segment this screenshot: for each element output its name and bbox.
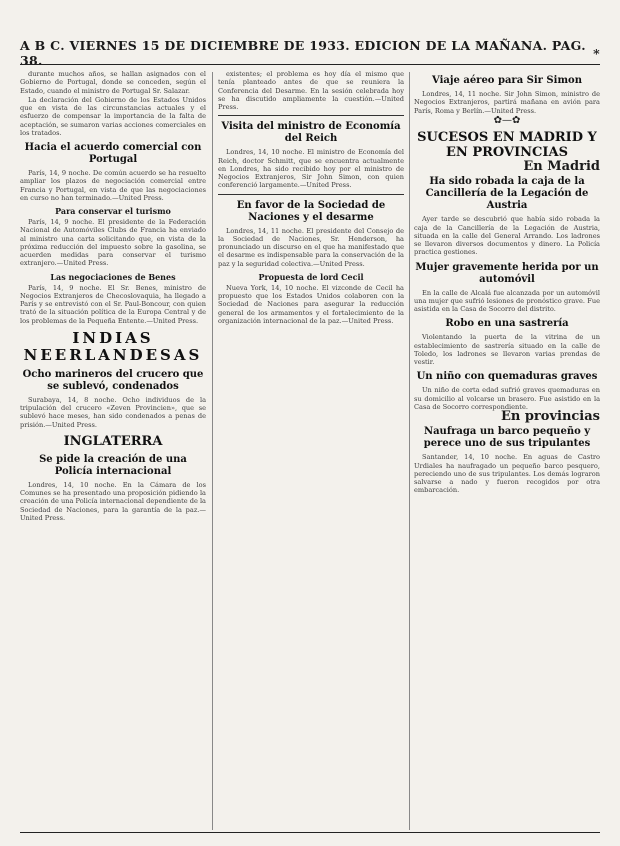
fleuron-ornament: ✿—✿ <box>493 114 521 126</box>
paragraph: París, 14, 9 noche. El Sr. Benes, ministro de Negocios Extranjeros de Checoslovaquia, ha llegado a París y se entrevistó con el Sr. Paul-Boncour, con quien trató de la situación política de la Europa Central y de los problemas de la Pequeña Entente.—United Press. <box>20 283 206 325</box>
paragraph: Surabaya, 14, 8 noche. Ocho individuos de la tripulación del crucero «Zeven Provincien», que se sublevó hace meses, han sido condenados a penas de prisión.—United Press. <box>20 395 206 429</box>
paragraph: durante muchos años, se hallan asignados con el Gobierno de Portugal, donde se conceden, según el Estado, cuando el ministro de Portugal Sr. Salazar. <box>20 70 206 95</box>
divider <box>218 115 404 116</box>
paragraph: París, 14, 9 noche. De común acuerdo se ha resuelto ampliar los plazos de negociación comercial entre Francia y Portugal, en vista de que las negociaciones en curso no han terminado.—United Press. <box>20 169 206 202</box>
headline: Naufraga un barco pequeño y perece uno de sus tripulantes <box>423 426 591 450</box>
headline: Para conservar el turismo <box>55 206 171 216</box>
paragraph: Un niño de corta edad sufrió graves quemaduras en su domicilio al volcarse un brasero. Fue asistido en la Casa de Socorro correspondiente. <box>414 386 600 411</box>
paragraph: La declaración del Gobierno de los Estados Unidos que en vista de las circunstancias actuales y el esfuerzo de compensar la importancia de la falta de aceptación, se sumaron varias acciones comerciales en los tratados. <box>20 95 206 137</box>
section-title: SUCESOS EN MADRID Y EN PROVINCIAS <box>417 130 597 160</box>
headline: En favor de la Sociedad de Naciones y el desarme <box>236 199 386 223</box>
headline: Robo en una sastrería <box>445 318 569 330</box>
page-header <box>20 38 600 68</box>
headline: Visita del ministro de Economía del Reich <box>221 121 401 145</box>
column-3 <box>414 70 600 496</box>
divider <box>218 194 404 195</box>
headline: Un niño con quemaduras graves <box>416 371 598 383</box>
headline: Ha sido robada la caja de la Cancillería de la Legación de Austria <box>425 176 589 212</box>
header-title: A B C. VIERNES 15 DE DICIEMBRE DE 1933. EDICION DE LA MAÑANA. PAG. 38. <box>20 38 586 68</box>
paragraph: Londres, 14, 10 noche. El ministro de Economía del Reich, doctor Schmitt, que se encuentra actualmente en Londres, ha sido recibido hoy por el ministro de Negocios Extranjeros, Sir John Simon, con quien conferenció largamente.—United Press. <box>218 148 404 190</box>
column-divider <box>409 72 410 830</box>
paragraph: En la calle de Alcalá fue alcanzada por un automóvil una mujer que sufrió lesiones de pronóstico grave. Fue asistida en la Casa de Socorro del distrito. <box>414 288 600 313</box>
paragraph: Santander, 14, 10 noche. En aguas de Castro Urdiales ha naufragado un pequeño barco pesquero, pereciendo uno de sus tripulantes. Los demás lograron salvarse a nado y fueron recogidos por otra embarcación. <box>414 453 600 495</box>
paragraph: Londres, 14, 10 noche. En la Cámara de los Comunes se ha presentado una proposición pidiendo la creación de una Policía internacional dependiente de la Sociedad de Naciones, para la garantía de la paz.—United Press. <box>20 480 206 522</box>
column-1 <box>20 70 206 523</box>
paragraph: París, 14, 9 noche. El presidente de la Federación Nacional de Automóviles Clubs de Francia ha enviado al ministro una carta solicitando que, en vista de la próxima reducción del impuesto sobre la gasolina, se acuerden medidas para conservar el turismo extranjero.—United Press. <box>20 218 206 268</box>
paragraph: Nueva York, 14, 10 noche. El vizconde de Cecil ha propuesto que los Estados Unidos colaboren con la Sociedad de Naciones para asegurar la reducción general de los armamentos y el fortalecimiento de la organización internacional de la paz.—United Press. <box>218 283 404 325</box>
paragraph: Ayer tarde se descubrió que había sido robada la caja de la Cancillería de la Legación de Austria, situada en la calle del General Arrando. Los ladrones se llevaron diversos documentos y dinero. La Policía practica gestiones. <box>414 215 600 257</box>
headline: Las negociaciones de Benes <box>50 271 176 282</box>
headline: Ocho marineros del crucero que se sublevó, condenados <box>22 368 204 392</box>
paragraph: Londres, 14, 11 noche. El presidente del Consejo de la Sociedad de Naciones, Sr. Henderson, ha pronunciado un discurso en el que ha manifestado que el desarme es indispensable para la conservación de la paz y la seguridad colectiva.—United Press. <box>218 226 404 268</box>
header-rule <box>20 64 600 65</box>
headline: Se pide la creación de una Policía internacional <box>39 453 187 477</box>
headline: Viaje aéreo para Sir Simon <box>432 75 582 86</box>
headline: Hacia el acuerdo comercial con Portugal <box>24 142 202 165</box>
subsection-title: En provincias <box>500 409 600 424</box>
column-2 <box>218 70 404 326</box>
paragraph: existentes; el problema es hoy día el mismo que tenía planteado antes de que se reuniera la Conferencia del Desarme. En la sesión celebrada hoy se ha discutido ampliamente la cuestión.—United Press. <box>218 70 404 111</box>
column-divider <box>212 72 213 830</box>
paragraph: Violentando la puerta de la vitrina de un establecimiento de sastrería situado en la calle de Toledo, los ladrones se llevaron varias prendas de vestir. <box>414 333 600 366</box>
section-title: INGLATERRA <box>63 433 163 449</box>
subsection-title: En Madrid <box>523 159 600 174</box>
headline: Mujer gravemente herida por un automóvil <box>415 261 599 285</box>
paragraph: Londres, 14, 11 noche. Sir John Simon, ministro de Negocios Extranjeros, partirá mañana en avión para París, Roma y Berlín.—United Press. <box>414 90 600 115</box>
headline: Propuesta de lord Cecil <box>258 271 364 282</box>
section-title: INDIAS NEERLANDESAS <box>23 328 203 364</box>
footer-rule <box>20 832 600 833</box>
header-star: * <box>593 45 600 61</box>
